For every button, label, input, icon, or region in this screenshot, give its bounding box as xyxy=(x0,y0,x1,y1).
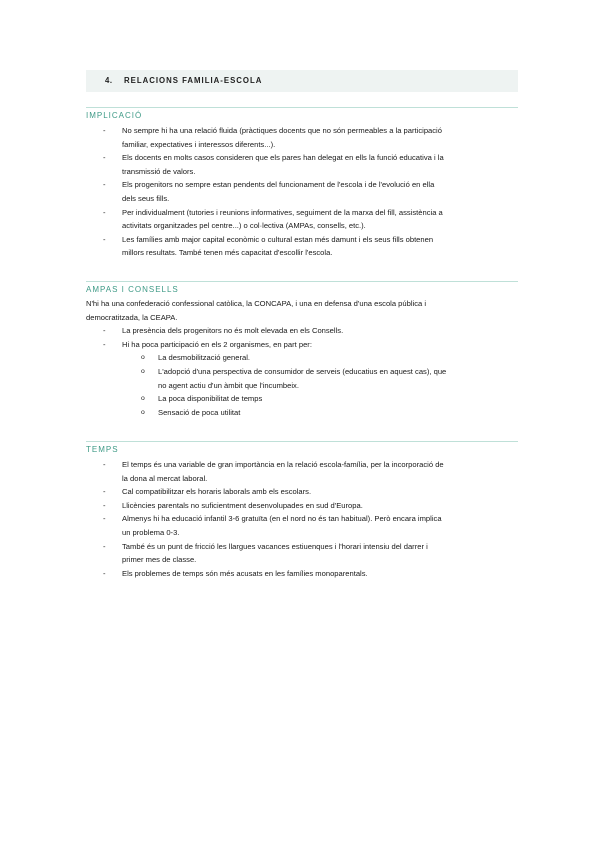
dash-bullet: - xyxy=(103,541,106,551)
circle-bullet: o xyxy=(141,395,145,403)
ampas-sublist xyxy=(86,351,518,419)
list-item: - També és un punt de fricció les llargues vacances estiuenques i l'horari intensiu del darrer i primer mes de classe. xyxy=(103,541,428,565)
dash-bullet: - xyxy=(103,568,106,578)
dash-bullet: - xyxy=(103,180,106,190)
circle-bullet: o xyxy=(141,408,145,416)
dash-bullet: - xyxy=(103,500,106,510)
sub-list-item: o L'adopció d'una perspectiva de consumidor de serveis (educatius en aquest cas), que no agent actiu d'un àmbit que l'incumbeix. xyxy=(141,366,447,390)
list-item: - Els problemes de temps són més acusats en les famílies monoparentals. xyxy=(86,567,518,581)
list-item: - Llicències parentals no suficientment desenvolupades en sud d'Europa. xyxy=(86,499,518,513)
section-title-temps: TEMPS xyxy=(86,445,119,454)
list-item: - Els progenitors no sempre estan pendents del funcionament de l'escola i de l'evolució en ella dels seus fills. xyxy=(103,180,435,203)
heading-title: RELACIONS FAMILIA-ESCOLA xyxy=(124,76,263,85)
sub-list-item: o La poca disponibilitat de temps xyxy=(86,392,518,406)
dash-bullet: - xyxy=(103,487,106,497)
section-temps xyxy=(86,444,518,580)
sub-list-item: o Sensació de poca utilitat xyxy=(86,406,518,420)
dash-bullet: - xyxy=(103,514,106,524)
section-rule xyxy=(86,441,518,442)
section-rule xyxy=(86,107,518,108)
circle-bullet: o xyxy=(141,354,145,362)
dash-bullet: - xyxy=(103,207,106,217)
section-implicacio xyxy=(86,110,518,260)
list-item: - Almenys hi ha educació infantil 3-6 gratuïta (en el nord no és tan habitual). Però encara implica un problema 0-3. xyxy=(103,514,442,537)
dash-bullet: - xyxy=(103,234,106,244)
ampas-list xyxy=(86,324,518,351)
section-ampas xyxy=(86,284,518,419)
section-title-implicacio: IMPLICACIÓ xyxy=(86,111,143,120)
heading-number: 4. xyxy=(105,76,113,85)
section-rule xyxy=(86,281,518,282)
list-item: - La presència dels progenitors no és molt elevada en els Consells. xyxy=(86,324,518,338)
dash-bullet: - xyxy=(103,153,106,163)
list-item: - El temps és una variable de gran importància en la relació escola-família, per la incorporació de la dona al mercat laboral. xyxy=(103,460,444,483)
list-item: - Els docents en molts casos consideren que els pares han delegat en ells la funció educativa i la transmissió de valors. xyxy=(103,153,444,176)
list-item: - No sempre hi ha una relació fluida (pràctiques docents que no són permeables a la participació familiar, expectatives i interessos diferents...). xyxy=(103,126,442,149)
section-heading xyxy=(86,70,518,92)
list-item: - Les famílies amb major capital econòmic o cultural estan més damunt i els seus fills obtenen millors resultats. També tenen més capacitat d'escollir l'escola. xyxy=(103,234,434,258)
list-item: - Cal compatibilitzar els horaris laborals amb els escolars. xyxy=(86,485,518,499)
temps-list xyxy=(86,458,518,580)
ampas-intro: N'hi ha una confederació confessional catòlica, la CONCAPA, i una en defensa d'una escola pública i democratitzada, la CEAPA. xyxy=(86,299,427,322)
dash-bullet: - xyxy=(103,126,106,135)
list-item: - Hi ha poca participació en els 2 organismes, en part per: xyxy=(86,338,518,352)
dash-bullet: - xyxy=(103,326,106,336)
list-item: - Per individualment (tutories i reunions informatives, seguiment de la marxa del fill, assistència a activitats organitzades pel centre...) o col·lectiva (AMPAs, consells, etc.). xyxy=(103,207,443,231)
dash-bullet: - xyxy=(103,460,106,469)
implicacio-list xyxy=(86,124,518,260)
circle-bullet: o xyxy=(141,367,145,375)
dash-bullet: - xyxy=(103,339,106,349)
sub-list-item: o La desmobilització general. xyxy=(86,351,518,365)
section-title-ampas: AMPAS I CONSELLS xyxy=(86,285,179,294)
